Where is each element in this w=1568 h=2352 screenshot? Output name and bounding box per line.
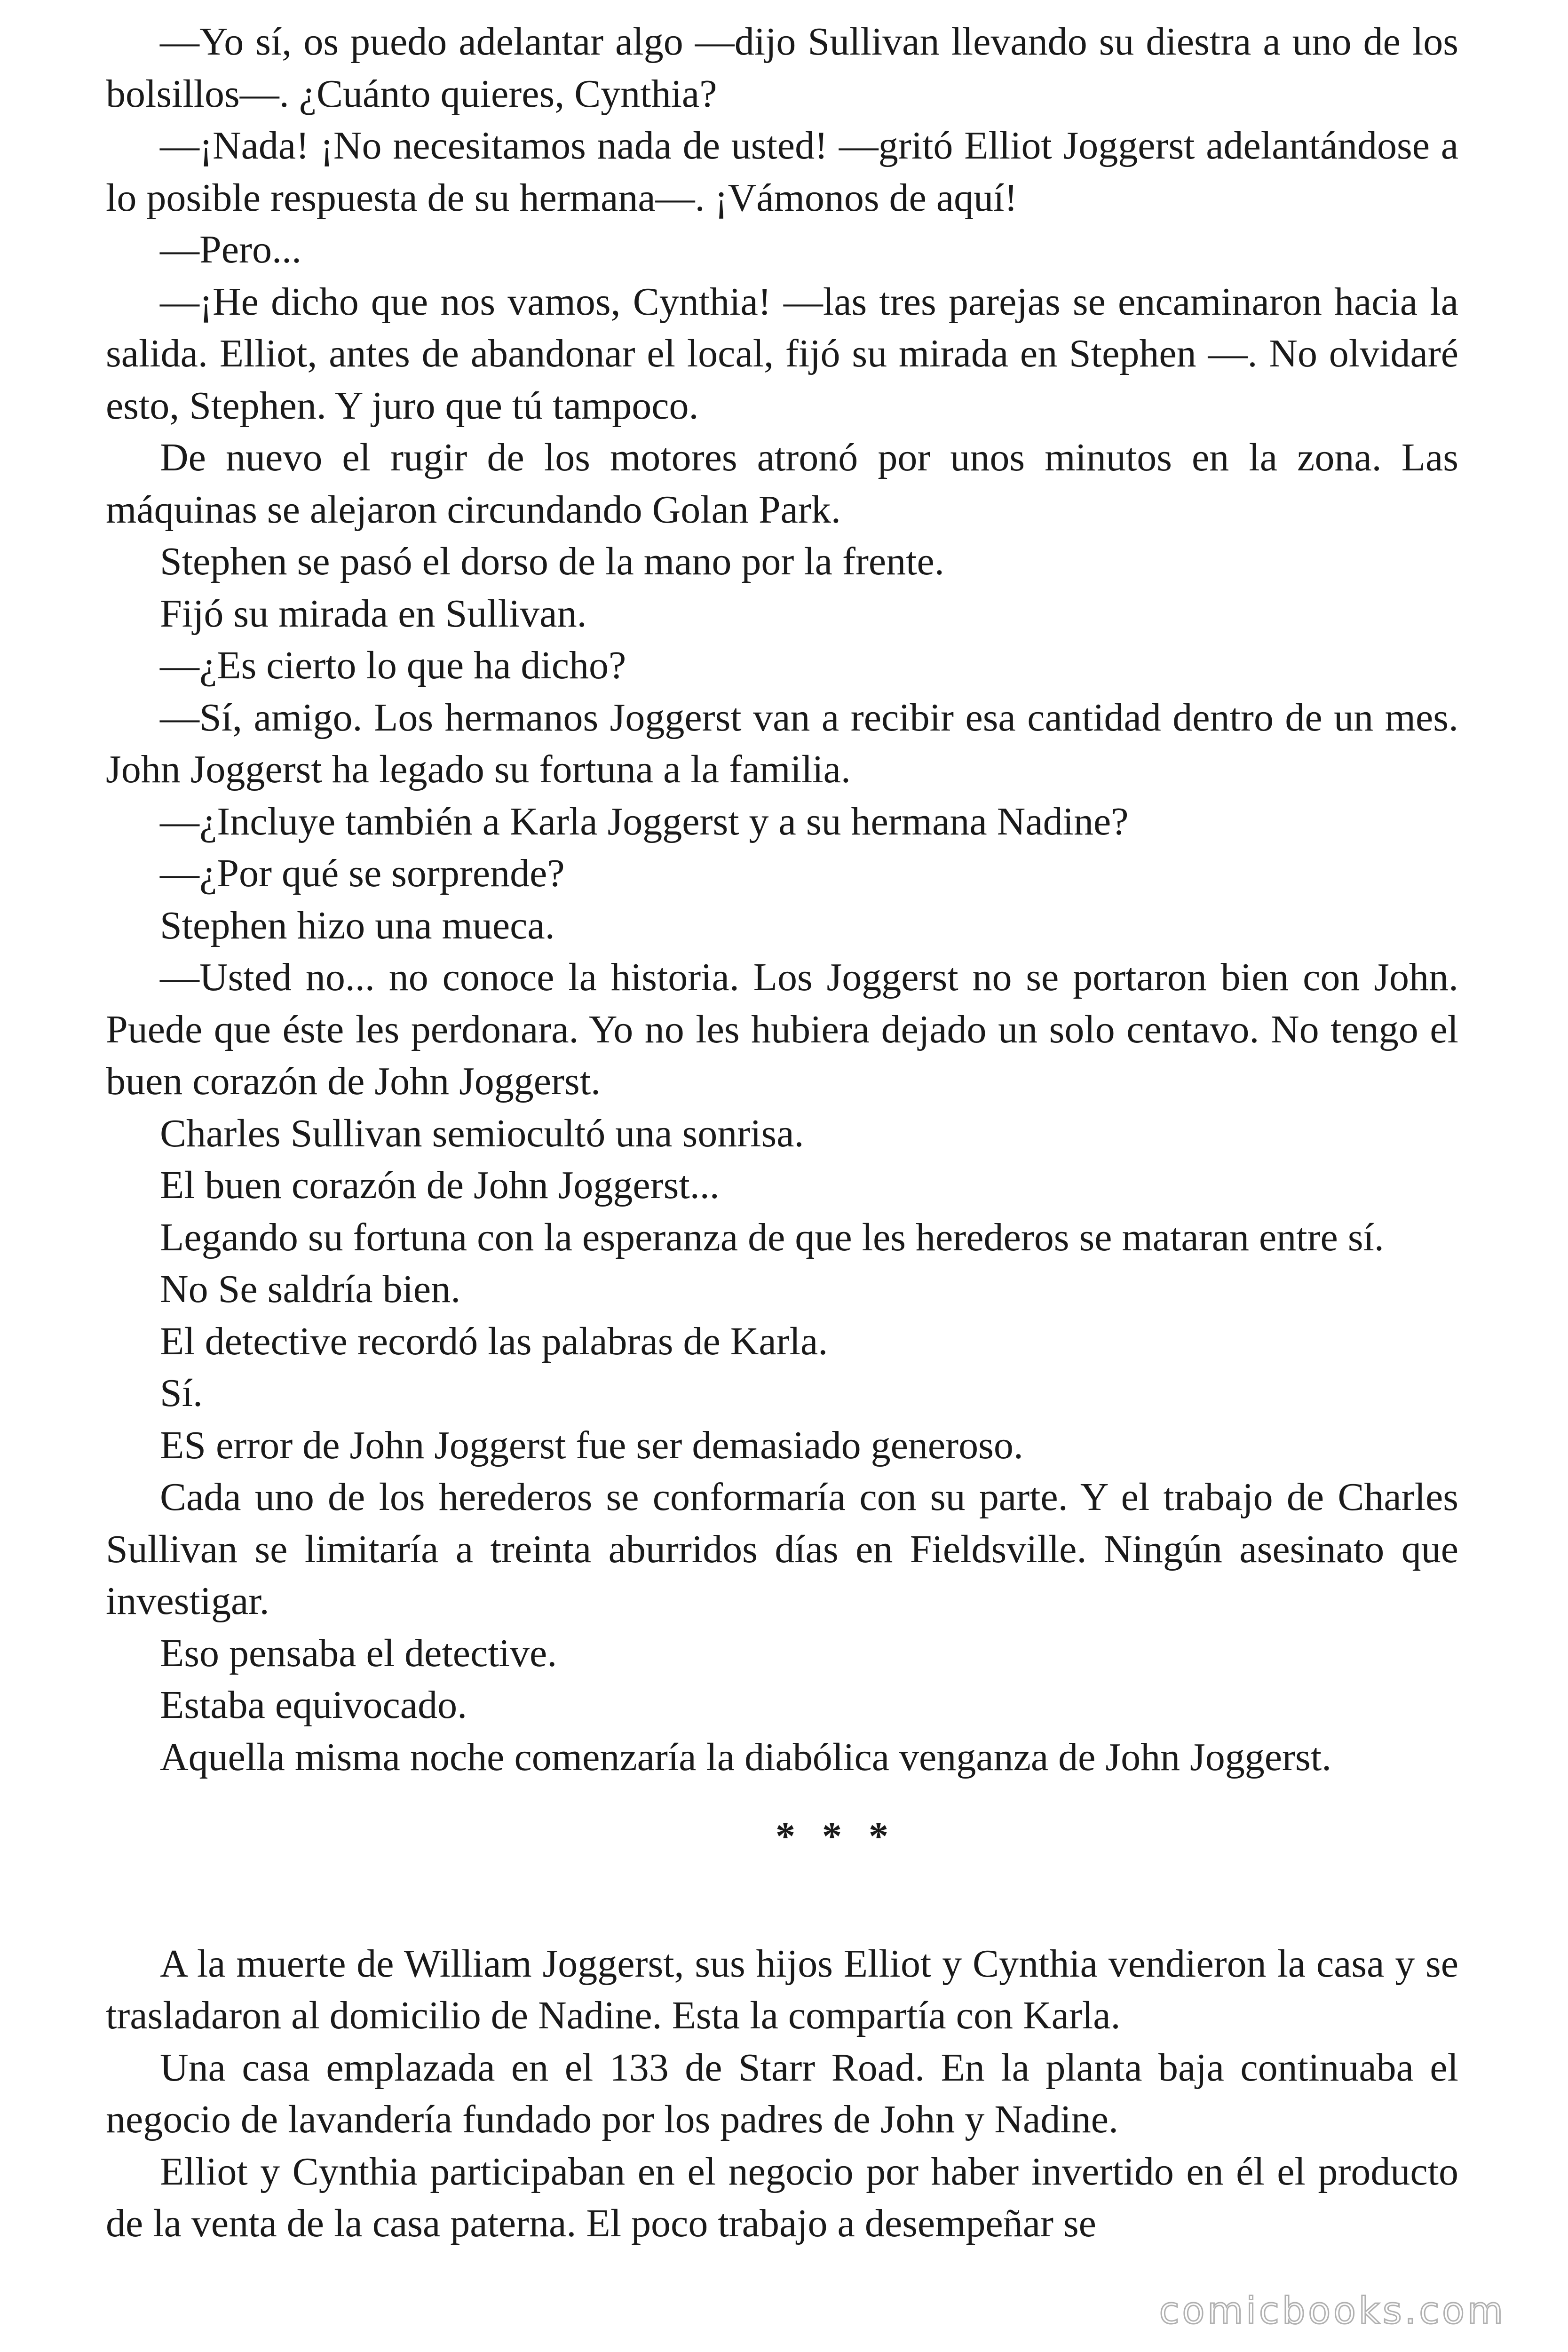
section-separator: * * * [776,1814,897,1858]
paragraph: Eso pensaba el detective. [160,1631,557,1675]
paragraph: —¿Por qué se sorprende? [160,851,565,895]
paragraph: Elliot y Cynthia participaban en el negocio por haber invertido en él el producto de la venta de la casa paterna. El poco trabajo a desempeñar se [106,2149,1458,2245]
paragraph: —¿Incluye también a Karla Joggerst y a su hermana Nadine? [160,799,1129,843]
watermark-logo: comicbooks.com [1159,2290,1506,2332]
paragraph: Cada uno de los herederos se conformaría con su parte. Y el trabajo de Charles Sullivan se limitaría a treinta aburridos días en Fieldsville. Ningún asesinato que investigar. [106,1475,1458,1623]
paragraph: —¡He dicho que nos vamos, Cynthia! —las tres parejas se encaminaron hacia la salida. Elliot, antes de abandonar el local, fijó su mirada en Stephen —. No olvidaré esto, Stephen. Y juro que tú tampoco. [106,279,1458,428]
paragraph: —Usted no... no conoce la historia. Los Joggerst no se portaron bien con John. Puede que éste les perdonara. Yo no les hubiera dejado un solo centavo. No tengo el buen corazón de John Joggerst. [106,955,1458,1103]
paragraph: Sí. [160,1371,203,1415]
paragraph: El buen corazón de John Joggerst... [160,1163,720,1207]
paragraph: —¿Es cierto lo que ha dicho? [160,644,626,687]
paragraph: De nuevo el rugir de los motores atronó por unos minutos en la zona. Las máquinas se alejaron circundando Golan Park. [106,436,1458,532]
paragraph: —Yo sí, os puedo adelantar algo —dijo Sullivan llevando su diestra a uno de los bolsillos—. ¿Cuánto quieres, Cynthia? [106,20,1458,116]
paragraph: —¡Nada! ¡No necesitamos nada de usted! —gritó Elliot Joggerst adelantándose a lo posible respuesta de su hermana—. ¡Vámonos de aquí! [106,124,1458,220]
paragraph: A la muerte de William Joggerst, sus hijos Elliot y Cynthia vendieron la casa y se trasladaron al domicilio de Nadine. Esta la compartía con Karla. [106,1941,1458,2037]
text-body [106,16,1458,2250]
paragraph: Stephen se pasó el dorso de la mano por la frente. [160,540,944,583]
paragraph: —Sí, amigo. Los hermanos Joggerst van a recibir esa cantidad dentro de un mes. John Joggerst ha legado su fortuna a la familia. [106,695,1458,791]
paragraph: El detective recordó las palabras de Karla. [160,1319,828,1363]
paragraph: ES error de John Joggerst fue ser demasiado generoso. [160,1423,1023,1467]
paragraph: No Se saldría bien. [160,1267,461,1311]
paragraph: —Pero... [160,228,301,271]
paragraph: Legando su fortuna con la esperanza de que les herederos se mataran entre sí. [160,1215,1384,1259]
paragraph: Estaba equivocado. [160,1683,467,1727]
paragraph: Charles Sullivan semiocultó una sonrisa. [160,1111,804,1155]
paragraph: Una casa emplazada en el 133 de Starr Road. En la planta baja continuaba el negocio de lavandería fundado por los padres de John y Nadine. [106,2045,1458,2141]
paragraph: Aquella misma noche comenzaría la diabólica venganza de John Joggerst. [160,1735,1332,1779]
paragraph: Stephen hizo una mueca. [160,903,555,947]
paragraph: Fijó su mirada en Sullivan. [160,591,587,636]
